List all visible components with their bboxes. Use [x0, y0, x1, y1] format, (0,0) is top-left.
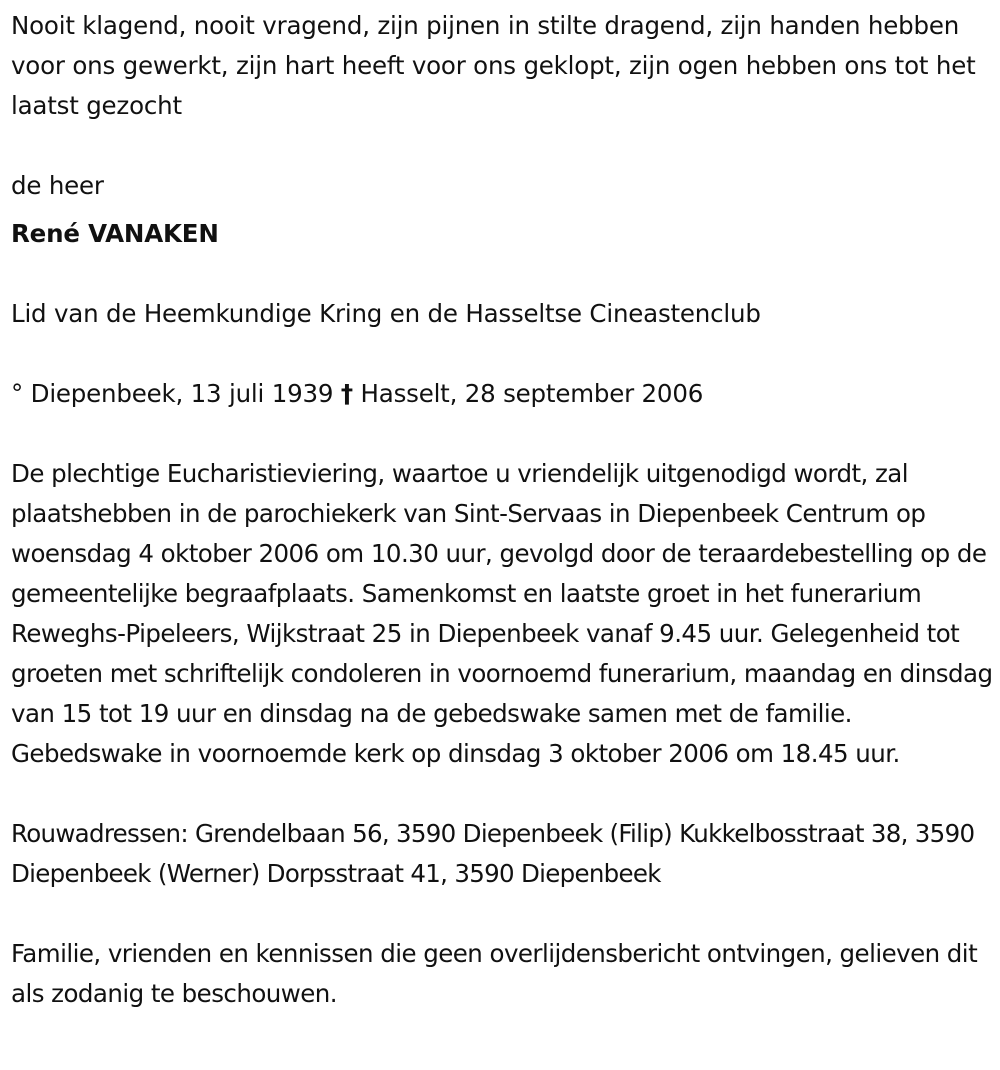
spacer [11, 126, 996, 166]
spacer [11, 894, 996, 934]
deceased-name: René VANAKEN [11, 219, 219, 248]
spacer [11, 774, 996, 814]
spacer [11, 414, 996, 454]
title-prefix: de heer [11, 171, 104, 200]
closing-note: Familie, vrienden en kennissen die geen overlijdensbericht ontvingen, gelieven dit als zodanig te beschouwen. [11, 939, 978, 1008]
obituary-document [11, 6, 996, 1014]
mourning-addresses: Rouwadressen: Grendelbaan 56, 3590 Diepenbeek (Filip) Kukkelbosstraat 38, 3590 Diepenbeek (Werner) Dorpsstraat 41, 3590 Diepenbeek [11, 819, 975, 888]
membership-line: Lid van de Heemkundige Kring en de Hasseltse Cineastenclub [11, 299, 761, 328]
intro-verse: Nooit klagend, nooit vragend, zijn pijnen in stilte dragend, zijn handen hebben voor ons gewerkt, zijn hart heeft voor ons geklopt, zijn ogen hebben ons tot het laatst gezocht [11, 11, 976, 120]
death-date: Hasselt, 28 september 2006 [360, 379, 704, 408]
life-dates [11, 374, 996, 414]
spacer [11, 254, 996, 294]
birth-mark: ° [11, 379, 24, 408]
spacer [11, 334, 996, 374]
death-cross-icon: † [340, 379, 353, 408]
ceremony-details: De plechtige Eucharistieviering, waartoe u vriendelijk uitgenodigd wordt, zal plaatshebben in de parochiekerk van Sint-Servaas in Diepenbeek Centrum op woensdag 4 oktober 2006 om 10.30 uur, gevolgd door de teraardebestelling op de gemeentelijke begraafplaats. Samenkomst en laatste groet in het funerarium Reweghs-Pipeleers, Wijkstraat 25 in Diepenbeek vanaf 9.45 uur. Gelegenheid tot groeten met schriftelijk condoleren in voornoemd funerarium, maandag en dinsdag van 15 tot 19 uur en dinsdag na de gebedswake samen met de familie. Gebedswake in voornoemde kerk op dinsdag 3 oktober 2006 om 18.45 uur. [11, 459, 993, 768]
birth-date: Diepenbeek, 13 juli 1939 [30, 379, 334, 408]
